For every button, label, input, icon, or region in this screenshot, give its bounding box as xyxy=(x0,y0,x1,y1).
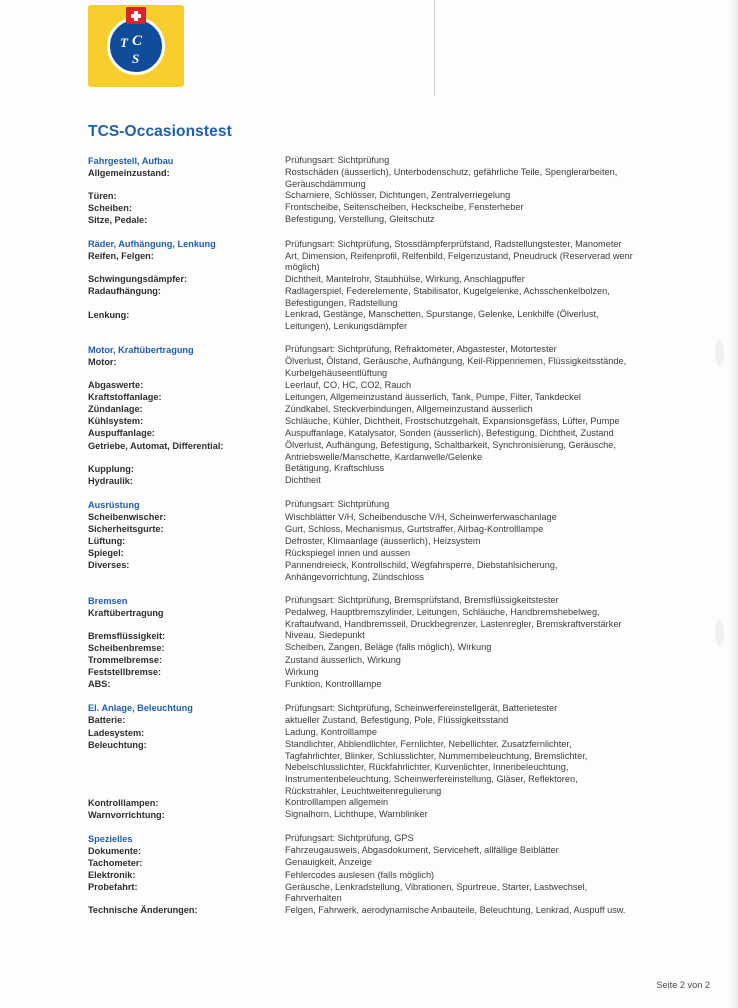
checklist-row-value xyxy=(285,463,713,475)
checklist-section xyxy=(88,833,713,917)
checklist-row-line: Scheiben, Zangen, Beläge (falls möglich), Wirkung xyxy=(285,642,492,653)
checklist-row-label: Bremsflüssigkeit: xyxy=(88,630,166,641)
checklist-row-label: Feststellbremse: xyxy=(88,667,162,678)
section-heading-label: Motor, Kraftübertragung xyxy=(88,344,194,355)
section-heading-row xyxy=(88,833,713,845)
checklist-row xyxy=(88,286,713,309)
checklist-row-line: Dichtheit xyxy=(285,475,321,486)
checklist-row xyxy=(88,905,713,917)
section-heading-value: Prüfungsart: Sichtprüfung, Refraktometer, Abgastester, Motortester xyxy=(285,344,557,355)
checklist-row xyxy=(88,809,713,821)
checklist-row-value xyxy=(285,655,713,667)
checklist-row-value xyxy=(285,560,713,583)
checklist-row xyxy=(88,190,713,202)
checklist-row-value xyxy=(285,739,713,797)
checklist-row-label: Sicherheitsgurte: xyxy=(88,524,164,535)
checklist-row xyxy=(88,607,713,630)
section-heading-value: Prüfungsart: Sichtprüfung xyxy=(285,155,390,165)
checklist-row xyxy=(88,392,713,404)
section-heading-row xyxy=(88,499,713,511)
checklist-row-label: Abgaswerte: xyxy=(88,380,144,391)
checklist-row-label: Motor: xyxy=(88,356,117,367)
checklist-row-line: Standlichter, Abblendlichter, Fernlichter, Nebellichter, Zusatzfernlichter, xyxy=(285,739,572,750)
checklist-row xyxy=(88,727,713,739)
checklist-row-line: Leitungen, Allgemeinzustand äusserlich, Tank, Pumpe, Filter, Tankdeckel xyxy=(285,391,581,402)
checklist-row-value xyxy=(285,475,713,487)
checklist-row-label: Auspuffanlage: xyxy=(88,428,155,439)
checklist-row-value xyxy=(285,524,713,536)
checklist-row-label: Kühlsystem: xyxy=(88,416,144,427)
section-heading-label: Bremsen xyxy=(88,595,128,606)
checklist-row-value xyxy=(285,727,713,739)
checklist-row-label: Beleuchtung: xyxy=(88,739,147,750)
checklist-row-line: Leitungen), Lenkungsdämpfer xyxy=(285,320,408,331)
checklist-row-line: Auspuffanlage, Katalysator, Sonden (äusserlich), Befestigung, Dichtheit, Zustand xyxy=(285,427,614,438)
checklist-row-value xyxy=(285,251,713,274)
checklist-row-label: Radaufhängung: xyxy=(88,286,161,297)
checklist-row-label: Lüftung: xyxy=(88,536,126,547)
checklist-row-line: Nebelschlusslichter, Rückfahrlichter, Kurvenlichter, Innenbeleuchtung, xyxy=(285,762,569,773)
checklist-section xyxy=(88,499,713,583)
checklist-row-value xyxy=(285,214,713,226)
checklist-row-line: Wischblätter V/H, Scheibendusche V/H, Scheinwerferwaschanlage xyxy=(285,511,557,522)
checklist-row xyxy=(88,797,713,809)
checklist-row xyxy=(88,202,713,214)
logo-letters xyxy=(88,5,184,87)
checklist-row-value xyxy=(285,286,713,309)
checklist-row xyxy=(88,548,713,560)
checklist-row-line: Felgen, Fahrwerk, aerodynamische Anbauteile, Beleuchtung, Lenkrad, Auspuff usw. xyxy=(285,904,626,915)
checklist-row-line: Ladung, Kontrolllampe xyxy=(285,727,377,738)
checklist-row-line: möglich) xyxy=(285,262,320,273)
checklist-row xyxy=(88,536,713,548)
checklist-row xyxy=(88,857,713,869)
checklist-row-value xyxy=(285,845,713,857)
checklist-section xyxy=(88,155,713,227)
section-heading-value: Prüfungsart: Sichtprüfung, Bremsprüfstand, Bremsflüssigkeitstester xyxy=(285,595,559,606)
checklist-section xyxy=(88,239,713,333)
checklist-row-value xyxy=(285,167,713,190)
checklist-row-line: Rückspiegel innen und aussen xyxy=(285,547,411,558)
checklist-row-label: Spiegel: xyxy=(88,548,124,559)
checklist-row-label: Lenkung: xyxy=(88,309,130,320)
checklist-row xyxy=(88,870,713,882)
section-heading-row xyxy=(88,155,713,167)
checklist-row-line: Befestigung, Verstellung, Gleitschutz xyxy=(285,214,435,225)
checklist-row-value xyxy=(285,440,713,463)
checklist-row xyxy=(88,882,713,905)
checklist-row-label: Diverses: xyxy=(88,560,130,571)
checklist-row xyxy=(88,404,713,416)
checklist-row-value xyxy=(285,715,713,727)
checklist-row-label: Scheibenwischer: xyxy=(88,512,167,523)
checklist-row xyxy=(88,167,713,190)
checklist-row-line: Ölverlust, Aufhängung, Befestigung, Schaltbarkeit, Synchronisierung, Geräusche, xyxy=(285,440,616,451)
checklist-row-value xyxy=(285,642,713,654)
checklist-row-line: Frontscheibe, Seitenscheiben, Heckscheibe, Fensterheber xyxy=(285,202,524,213)
checklist-row-value xyxy=(285,392,713,404)
checklist-row xyxy=(88,428,713,440)
checklist-row-line: Betätigung, Kraftschluss xyxy=(285,463,385,474)
checklist-content xyxy=(88,155,713,929)
checklist-row-line: Schläuche, Kühler, Dichtheit, Frostschutzgehalt, Expansionsgefäss, Lüfter, Pumpe xyxy=(285,415,620,426)
section-heading-row xyxy=(88,595,713,607)
checklist-row-value xyxy=(285,274,713,286)
checklist-row-line: Lenkrad, Gestänge, Manschetten, Spurstange, Gelenke, Lenkhilfe (Ölverlust, xyxy=(285,309,599,320)
checklist-row-line: Scharniere, Schlösser, Dichtungen, Zentralverriegelung xyxy=(285,190,511,201)
checklist-row xyxy=(88,642,713,654)
checklist-row xyxy=(88,251,713,274)
checklist-row xyxy=(88,475,713,487)
checklist-row-line: Kraftaufwand, Handbremsseil, Druckbegrenzer, Lastenregler, Bremskraftverstärker xyxy=(285,618,622,629)
checklist-row-line: Zündkabel, Steckverbindungen, Allgemeinzustand äusserlich xyxy=(285,403,533,414)
checklist-row-label: Batterie: xyxy=(88,715,126,726)
section-heading-label: Fahrgestell, Aufbau xyxy=(88,155,174,166)
section-heading-row xyxy=(88,239,713,251)
checklist-row-line: Anhängevorrichtung, Zündschloss xyxy=(285,571,424,582)
checklist-row-label: Tachometer: xyxy=(88,857,143,868)
checklist-row-label: Elektronik: xyxy=(88,870,136,881)
section-heading-label: Ausrüstung xyxy=(88,499,140,510)
checklist-row-value xyxy=(285,905,713,917)
page-title: TCS-Occasionstest xyxy=(88,123,232,140)
checklist-row-line: Signalhorn, Lichthupe, Warnblinker xyxy=(285,809,428,820)
checklist-row-label: Reifen, Felgen: xyxy=(88,251,154,262)
checklist-row-label: Probefahrt: xyxy=(88,882,138,893)
section-heading-label: Spezielles xyxy=(88,833,133,844)
checklist-row-label: Hydraulik: xyxy=(88,475,133,486)
checklist-row-label: Kontrolllampen: xyxy=(88,797,159,808)
section-heading-value: Prüfungsart: Sichtprüfung xyxy=(285,499,390,510)
checklist-row xyxy=(88,440,713,463)
checklist-row-value xyxy=(285,809,713,821)
checklist-row-line: Leerlauf, CO, HC, CO2, Rauch xyxy=(285,379,412,390)
page-edge-shading xyxy=(728,0,738,1008)
checklist-row xyxy=(88,416,713,428)
section-heading-value: Prüfungsart: Sichtprüfung, Scheinwerfereinstellgerät, Batterietester xyxy=(285,702,558,713)
logo-letter-s: S xyxy=(132,51,140,66)
checklist-row-value xyxy=(285,428,713,440)
checklist-row-label: Scheiben: xyxy=(88,202,132,213)
checklist-row-line: Dichtheit, Mantelrohr, Staubhülse, Wirkung, Anschlagpuffer xyxy=(285,273,525,284)
checklist-row-line: Fehlercodes auslesen (falls möglich) xyxy=(285,869,435,880)
checklist-row-line: Antriebswelle/Manschette, Kardanwelle/Gelenke xyxy=(285,451,483,462)
checklist-row-line: Ölverlust, Ölstand, Geräusche, Aufhängung, Keil-Rippenriemen, Flüssigkeitsstände, xyxy=(285,356,627,367)
checklist-row-line: Art, Dimension, Reifenprofil, Reifenbild, Felgenzustand, Pneudruck (Reserverad wenr xyxy=(285,250,633,261)
checklist-row-label: Kraftstoffanlage: xyxy=(88,392,162,403)
checklist-row-line: Rostschäden (äusserlich), Unterbodenschutz, gefährliche Teile, Spenglerarbeiten, xyxy=(285,167,618,178)
checklist-row-line: Kurbelgehäuseentlüftung xyxy=(285,368,388,378)
checklist-row-line: Geräuschdämmung xyxy=(285,178,366,189)
checklist-row xyxy=(88,309,713,332)
checklist-row-label: Kraftübertragung xyxy=(88,607,164,618)
checklist-row-line: Pedalweg, Hauptbremszylinder, Leitungen, Schläuche, Handbremshebelweg, xyxy=(285,607,600,618)
checklist-row-label: Getriebe, Automat, Differential: xyxy=(88,440,224,451)
checklist-row-line: Zustand äusserlich, Wirkung xyxy=(285,654,401,665)
checklist-row-value xyxy=(285,797,713,809)
checklist-row xyxy=(88,715,713,727)
checklist-row xyxy=(88,274,713,286)
checklist-row-line: Tagfahrlichter, Blinker, Schlusslichter, Nummernbeleuchtung, Bremslichter, xyxy=(285,750,588,761)
checklist-row-line: Genauigkeit, Anzeige xyxy=(285,857,372,868)
checklist-row-label: Ladesystem: xyxy=(88,727,145,738)
checklist-row xyxy=(88,630,713,642)
checklist-row-label: Technische Änderungen: xyxy=(88,905,198,916)
checklist-row-line: Rückstrahler, Leuchtweitenregulierung xyxy=(285,785,442,796)
checklist-row-value xyxy=(285,309,713,332)
checklist-row xyxy=(88,380,713,392)
checklist-row-label: Allgemeinzustand: xyxy=(88,167,170,178)
checklist-row-line: Funktion, Kontrolllampe xyxy=(285,678,382,689)
checklist-row-value xyxy=(285,416,713,428)
checklist-row-value xyxy=(285,536,713,548)
checklist-row-label: Zündanlage: xyxy=(88,404,143,415)
checklist-row xyxy=(88,739,713,797)
checklist-row-line: Radlagerspiel, Federelemente, Stabilisator, Kugelgelenke, Achsschenkelbolzen, xyxy=(285,285,610,296)
section-heading-value: Prüfungsart: Sichtprüfung, GPS xyxy=(285,833,414,844)
checklist-row-value xyxy=(285,630,713,642)
checklist-row-label: Türen: xyxy=(88,190,117,201)
checklist-row-label: Sitze, Pedale: xyxy=(88,214,148,225)
checklist-row xyxy=(88,655,713,667)
checklist-row-line: Gurt, Schloss, Mechanismus, Gurtstraffer, Airbag-Kontrolllampe xyxy=(285,523,544,534)
checklist-row-value xyxy=(285,548,713,560)
section-heading-label: Räder, Aufhängung, Lenkung xyxy=(88,239,216,250)
checklist-row-value xyxy=(285,870,713,882)
checklist-row-value xyxy=(285,667,713,679)
checklist-row-value xyxy=(285,607,713,630)
checklist-row xyxy=(88,512,713,524)
checklist-row-line: Niveau, Siedepunkt xyxy=(285,630,365,641)
checklist-row-value xyxy=(285,380,713,392)
checklist-row-line: Wirkung xyxy=(285,666,319,677)
checklist-row-label: ABS: xyxy=(88,679,111,690)
checklist-section xyxy=(88,595,713,691)
logo-letter-c: C xyxy=(132,33,143,49)
scan-artifact xyxy=(715,340,724,366)
checklist-row-value xyxy=(285,190,713,202)
checklist-section xyxy=(88,344,713,487)
page-fold-line xyxy=(434,0,435,96)
checklist-row-label: Kupplung: xyxy=(88,463,134,474)
checklist-row-line: Befestigungen, Radstellung xyxy=(285,297,398,308)
checklist-row xyxy=(88,845,713,857)
logo-letter-t: T xyxy=(120,35,128,50)
checklist-row-label: Dokumente: xyxy=(88,845,142,856)
checklist-row-label: Schwingungsdämpfer: xyxy=(88,274,188,285)
checklist-row-label: Trommelbremse: xyxy=(88,655,163,666)
checklist-row xyxy=(88,463,713,475)
checklist-row-label: Scheibenbremse: xyxy=(88,642,165,653)
checklist-row-line: aktueller Zustand, Befestigung, Pole, Flüssigkeitsstand xyxy=(285,714,509,725)
page-footer: Seite 2 von 2 xyxy=(656,980,710,990)
section-heading-value: Prüfungsart: Sichtprüfung, Stossdämpferprüfstand, Radstellungstester, Manometer xyxy=(285,238,622,249)
checklist-row-line: Fahrzeugausweis, Abgasdokument, Serviceheft, allfällige Beiblätter xyxy=(285,845,559,856)
checklist-row-value xyxy=(285,679,713,691)
checklist-row-value xyxy=(285,882,713,905)
checklist-row-line: Defroster, Klimaanlage (äusserlich), Heizsystem xyxy=(285,535,481,546)
tcs-logo xyxy=(88,5,184,87)
checklist-row-line: Instrumentenbeleuchtung, Scheinwerfereinstellung, Gläser, Reflektoren, xyxy=(285,773,578,784)
section-heading-row xyxy=(88,344,713,356)
checklist-row xyxy=(88,524,713,536)
checklist-row-line: Pannendreieck, Kontrollschild, Wegfahrsperre, Diebstahlsicherung, xyxy=(285,559,558,570)
checklist-row xyxy=(88,356,713,379)
checklist-row-value xyxy=(285,202,713,214)
checklist-row-value xyxy=(285,857,713,869)
checklist-row xyxy=(88,560,713,583)
checklist-row-value xyxy=(285,356,713,379)
scan-artifact xyxy=(715,620,724,646)
checklist-row-value xyxy=(285,404,713,416)
checklist-row xyxy=(88,667,713,679)
checklist-row-value xyxy=(285,512,713,524)
section-heading-row xyxy=(88,703,713,715)
checklist-row-label: Warnvorrichtung: xyxy=(88,809,165,820)
checklist-row-line: Fahrverhalten xyxy=(285,893,342,904)
checklist-row-line: Kontrolllampen allgemein xyxy=(285,797,389,808)
checklist-section xyxy=(88,703,713,821)
checklist-row-line: Geräusche, Lenkradstellung, Vibrationen, Spurtreue, Starter, Lastwechsel, xyxy=(285,881,588,892)
checklist-row xyxy=(88,214,713,226)
checklist-row xyxy=(88,679,713,691)
section-heading-label: El. Anlage, Beleuchtung xyxy=(88,703,193,714)
